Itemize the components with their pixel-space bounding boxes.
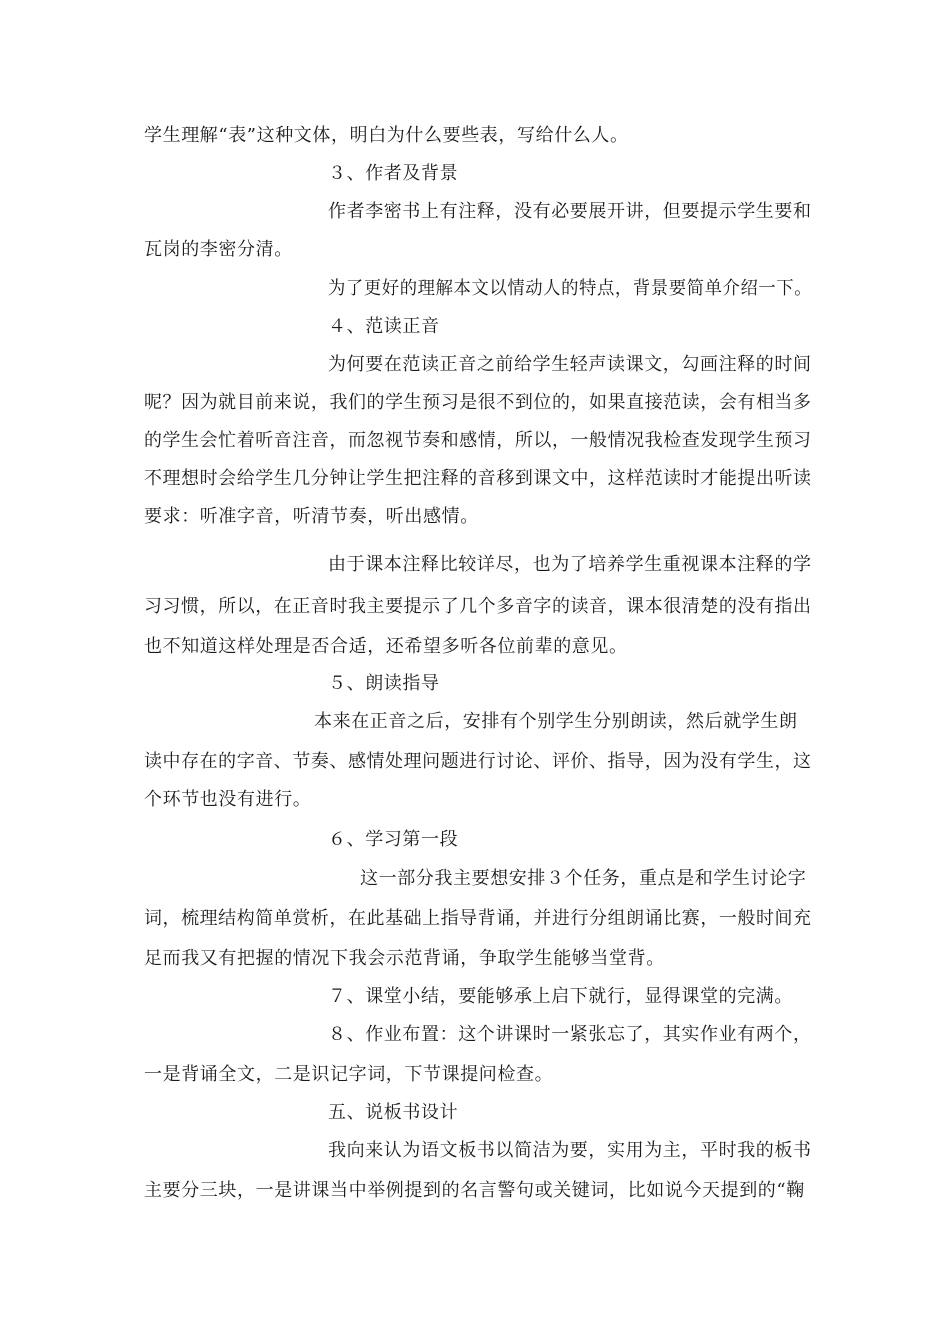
text-line: 我向来认为语文板书以简洁为要，实用为主，平时我的板书 bbox=[328, 1140, 812, 1161]
text-line: 习习惯，所以，在正音时我主要提示了几个多音字的读音，课本很清楚的没有指出 bbox=[144, 596, 812, 617]
text-line: 由于课本注释比较详尽，也为了培养学生重视课本注释的学 bbox=[328, 554, 812, 575]
text-line: 的学生会忙着听音注音，而忽视节奏和感情，所以，一般情况我检查发现学生预习 bbox=[144, 430, 812, 451]
text-line: 学生理解“表”这种文体，明白为什么要些表，写给什么人。 bbox=[144, 125, 629, 146]
text-line: ７、课堂小结，要能够承上启下就行，显得课堂的完满。 bbox=[328, 986, 793, 1007]
text-line: 本来在正音之后，安排有个别学生分别朗读，然后就学生朗 bbox=[314, 711, 798, 732]
text-line: 读中存在的字音、节奏、感情处理问题进行讨论、评价、指导，因为没有学生，这 bbox=[144, 751, 812, 772]
text-line: 不理想时会给学生几分钟让学生把注释的音移到课文中，这样范读时才能提出听读 bbox=[144, 468, 812, 489]
text-line: 为何要在范读正音之前给学生轻声读课文，勾画注释的时间 bbox=[328, 354, 812, 375]
text-line: 作者李密书上有注释，没有必要展开讲，但要提示学生要和 bbox=[328, 201, 812, 222]
text-line: 瓦岗的李密分清。 bbox=[144, 239, 293, 260]
text-line: 这一部分我主要想安排３个任务，重点是和学生讨论字 bbox=[360, 868, 807, 889]
text-line: 也不知道这样处理是否合适，还希望多听各位前辈的意见。 bbox=[144, 636, 628, 657]
section-heading: ３、作者及背景 bbox=[328, 163, 459, 184]
text-line: 词，梳理结构简单赏析，在此基础上指导背诵，并进行分组朗诵比赛，一般时间充 bbox=[144, 908, 812, 929]
section-heading: ４、范读正音 bbox=[328, 316, 440, 337]
text-line: ８、作业布置：这个讲课时一紧张忘了，其实作业有两个， bbox=[328, 1024, 812, 1045]
text-line: 要求：听准字音，听清节奏，听出感情。 bbox=[144, 506, 479, 527]
text-line: 足而我又有把握的情况下我会示范背诵，争取学生能够当堂背。 bbox=[144, 948, 665, 969]
text-line: 一是背诵全文，二是识记字词，下节课提问检查。 bbox=[144, 1064, 554, 1085]
text-line: 呢？因为就目前来说，我们的学生预习是很不到位的，如果直接范读，会有相当多 bbox=[144, 392, 812, 413]
section-heading: 五、说板书设计 bbox=[328, 1102, 459, 1123]
text-line: 主要分三块，一是讲课当中举例提到的名言警句或关键词，比如说今天提到的“鞠 bbox=[144, 1180, 805, 1201]
section-heading: ５、朗读指导 bbox=[328, 673, 440, 694]
section-heading: ６、学习第一段 bbox=[328, 829, 459, 850]
text-line: 为了更好的理解本文以情动人的特点，背景要简单介绍一下。 bbox=[328, 278, 813, 299]
text-line: 个环节也没有进行。 bbox=[144, 789, 312, 810]
